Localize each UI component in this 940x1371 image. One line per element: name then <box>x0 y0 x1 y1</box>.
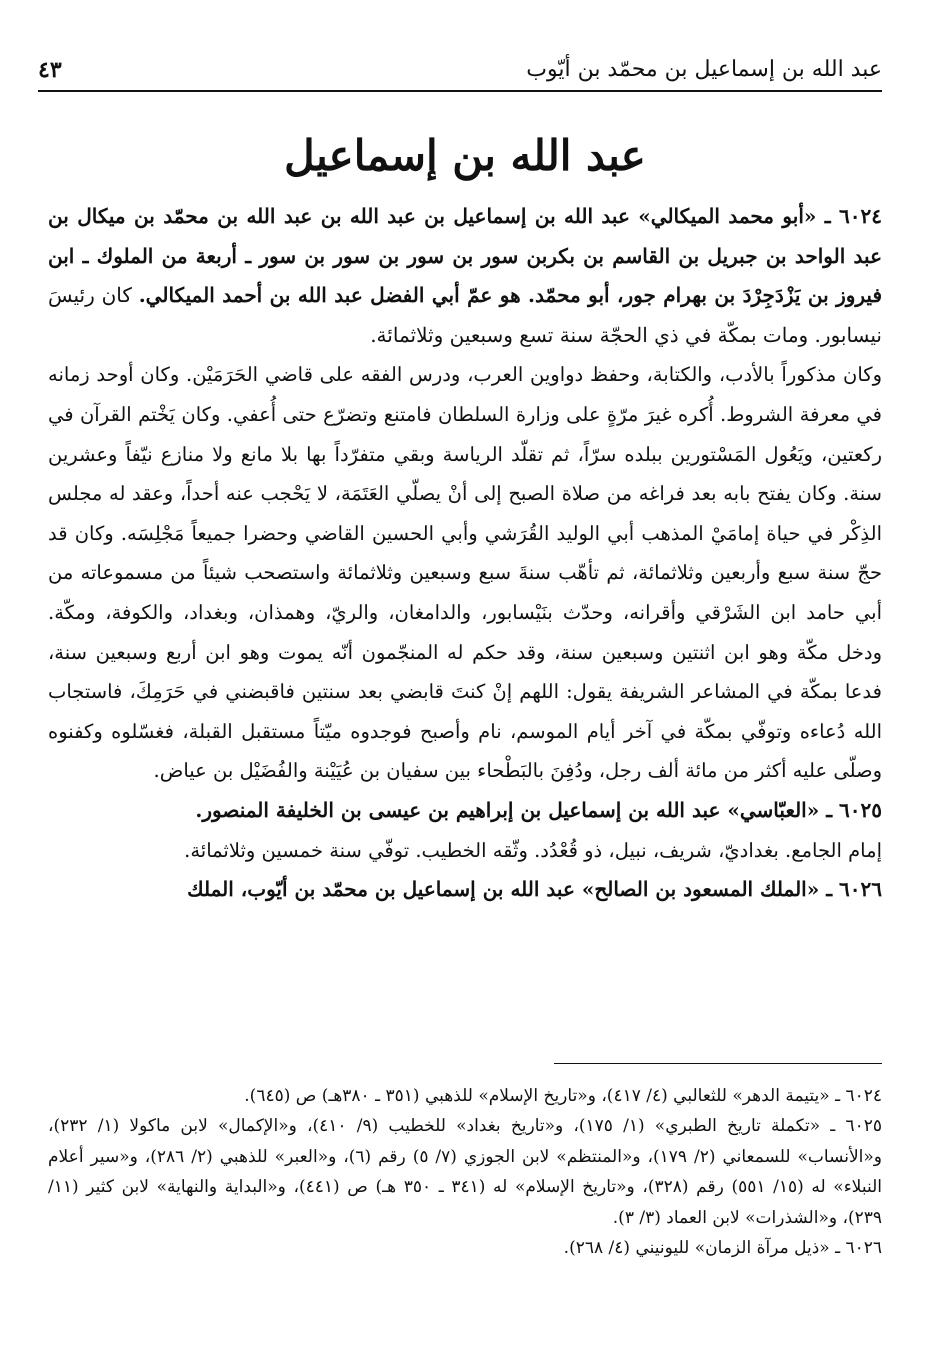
footnote-6026: ٦٠٢٦ ـ «ذيل مرآة الزمان» لليونيني (٤/ ٢٦٨). <box>563 1238 882 1259</box>
entry-6024-heading: ٦٠٢٤ ـ «أبو محمد الميكالي» عبد الله بن إسماعيل بن عبد الله بن عبد الله بن محمّد بن ميكال بن عبد الواحد بن جبريل بن القاسم بن بكربن سور بن سور بن سور بن سور ـ أربعة من الملوك ـ ابن فيروز بن يَزْدَجِرْدَ بن بهرام جور، أبو محمّد. هو عمّ أبي الفضل عبد الله بن أحمد الميكالي. <box>48 204 883 308</box>
entry-6024-paragraph: وكان مذكوراً بالأدب، والكتابة، وحفظ دواوين العرب، ودرس الفقه على قاضي الحَرَمَيْن. وكان أوحد زمانه في معرفة الشروط. أُكره غيرَ مرّةٍ على وزارة السلطان فامتنع وتضرّع حتى أُعفي. وكان يَخْتم القرآن في ركعتين، ويَعُول المَسْتورين ببلده سرّاً، ثم تقلّد الرياسة وبقي متفرّداً بها بلا مانع ولا منازع نيّفاً وعشرين سنة. وكان يفتح بابه بعد فراغه من صلاة الصبح إلى أنْ يصلّي العَتَمَة، لا يَحْجب عنه أحداً، وعقد له مجلس الذِكْر في حياة إمامَيْ المذهب أبي الوليد القُرَشي وأبي الحسين القاضي وحضرا جميعاً مَجْلِسَه. وكان قد حجّ سنة سبع وأربعين وثلاثمائة، ثم تأهّب سنةَ سبع وسبعين وثلاثمائة واستصحب شيئاً من مسموعاته من أبي حامد ابن الشَرْقي وأقرانه، وحدّث بنَيْسابور، والدامغان، والريّ، وهمذان، وبغداد، والكوفة، ومكّة. ودخل مكّة وهو ابن اثنتين وسبعين سنة، وقد حكم له المنجّمون أنّه يموت وهو ابن أربع وسبعين سنة، فدعا بمكّة في المشاعر الشريفة يقول: اللهم إنْ كنتَ قابضي بعد سنتين فاقبضني في حَرَمِكَ، فاستجاب الله دُعاءه وتوفّي بمكّة في آخر أيام الموسم، نام وأصبح فوجدوه ميّتاً مستقبل القبلة، فغسّلوه وكفنوه وصلّى عليه أكثر من مائة ألف رجل، ودُفِنَ بالبَطْحاء بين سفيان بن عُيَيْنة والفُضَيْل بن عياض. <box>48 363 882 783</box>
entry-6024 <box>48 197 882 355</box>
footnote-6025: ٦٠٢٥ ـ «تكملة تاريخ الطبري» (١/ ١٧٥)، و«تاريخ بغداد» للخطيب (٩/ ٤١٠)، و«الإكمال» لابن ماكولا (١/ ٢٣٢)، و«الأنساب» للسمعاني (٢/ ١٧٩)، و«المنتظم» لابن الجوزي (٧/ ٥) رقم (٦)، و«العبر» للذهبي (٢/ ٢٨٦)، و«سير أعلام النبلاء» له (١٥/ ٥٥١) رقم (٣٢٨)، و«تاريخ الإسلام» له (٣٤١ ـ ٣٥٠ هـ) ص (٤٤١)، و«البداية والنهاية» لابن كثير (١١/ ٢٣٩)، و«الشذرات» لابن العماد (٣/ ٣). <box>48 1116 882 1228</box>
entry-6025 <box>48 791 882 831</box>
entry-6025-heading: ٦٠٢٥ ـ «العبّاسي» عبد الله بن إسماعيل بن إبراهيم بن عيسى بن الخليفة المنصور. <box>195 797 882 822</box>
footnote-6024: ٦٠٢٤ ـ «يتيمة الدهر» للثعالبي (٤/ ٤١٧)، و«تاريخ الإسلام» للذهبي (٣٥١ ـ ٣٨٠هـ) ص (٦٤٥). <box>244 1086 882 1106</box>
entry-6024-text: كان رئيسَ نيسابور. ومات بمكّة في ذي الحجّة سنة تسع وسبعين وثلاثمائة. <box>48 283 882 347</box>
chapter-title: عبد الله بن إسماعيل <box>284 131 646 180</box>
entry-6025-text: إمام الجامع. بغداديّ، شريف، نبيل، ذو قُعْدُد. وثّقه الخطيب. توفّي سنة خمسين وثلاثمائة. <box>184 838 882 862</box>
footnote-separator <box>554 1063 882 1064</box>
running-title: عبد الله بن إسماعيل بن محمّد بن أيّوب <box>526 57 882 82</box>
page-number: ٤٣ <box>38 57 62 83</box>
entry-6026-heading: ٦٠٢٦ ـ «الملك المسعود بن الصالح» عبد الله بن إسماعيل بن محمّد بن أيّوب، الملك <box>187 877 882 902</box>
entry-6026 <box>48 870 882 910</box>
footnotes <box>48 1081 882 1263</box>
page-header <box>38 52 882 92</box>
main-text <box>48 197 882 910</box>
